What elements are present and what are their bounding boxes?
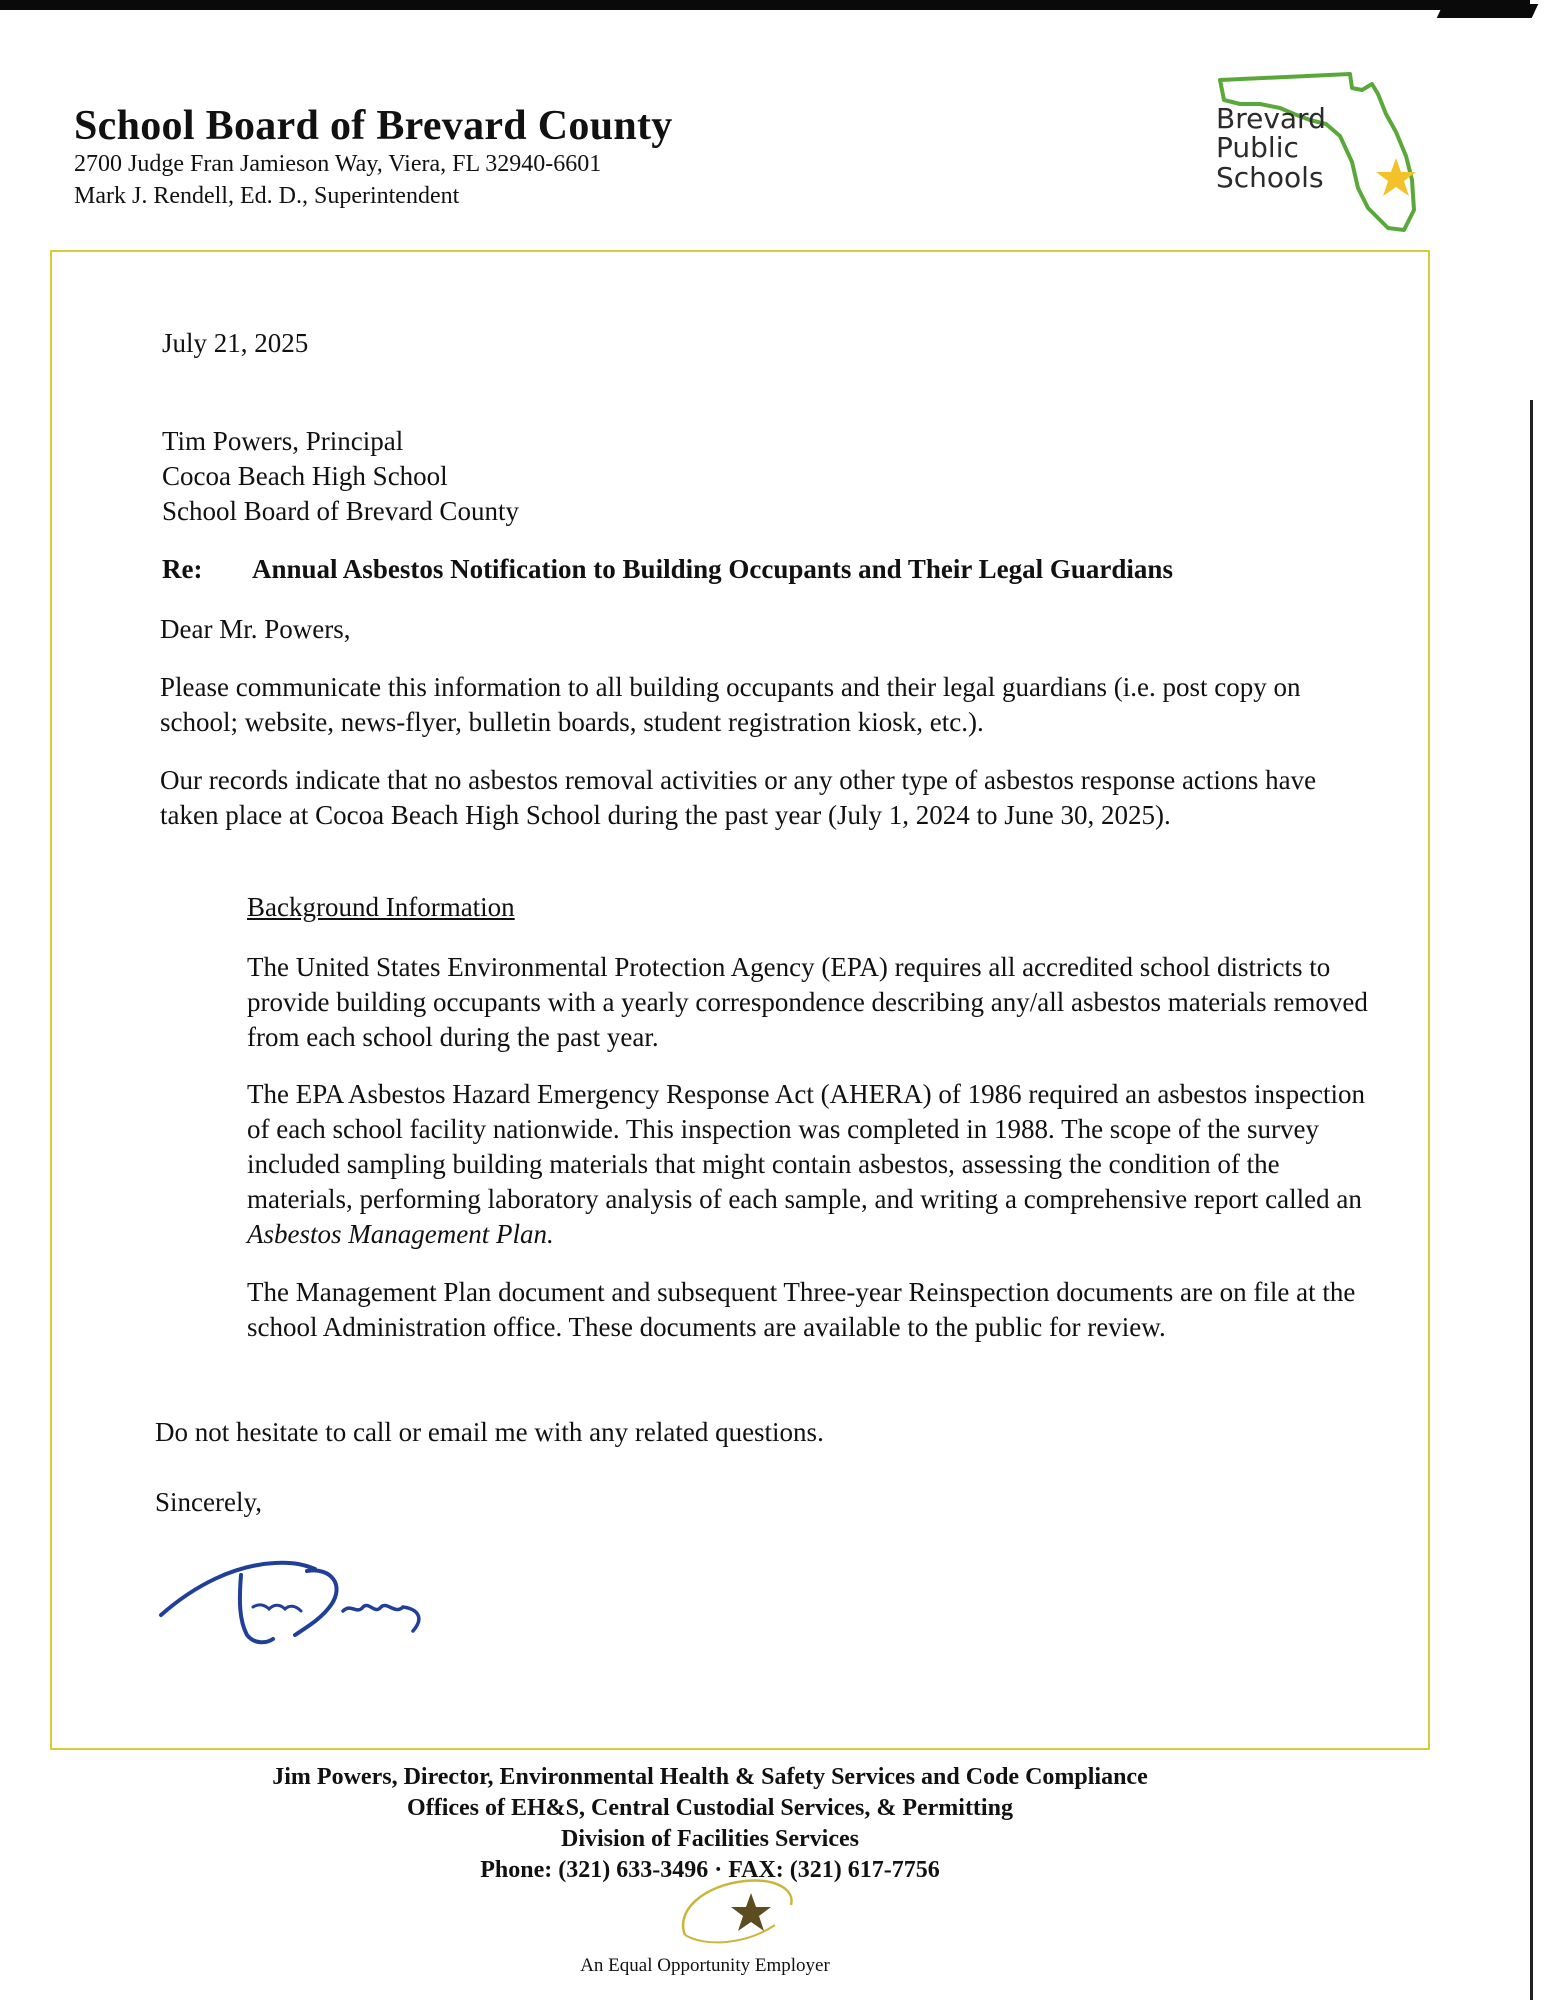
handwritten-signature	[155, 1545, 455, 1655]
closing: Sincerely,	[155, 1487, 262, 1517]
organization-name: School Board of Brevard County	[74, 103, 673, 149]
background-paragraph-3: The Management Plan document and subsequent Three-year Reinspection documents are on file at the school Administration office. These documents are available to the public for review.	[247, 1277, 1356, 1342]
recipient-name: Tim Powers, Principal	[162, 426, 404, 456]
recipient-organization: School Board of Brevard County	[162, 496, 519, 526]
logo-line-2: Public	[1216, 131, 1299, 165]
letter-date: July 21, 2025	[162, 328, 309, 358]
subject-label: Re:	[162, 554, 203, 584]
background-paragraph-2-text: The EPA Asbestos Hazard Emergency Response Act (AHERA) of 1986 required an asbestos inspection of each school facility nationwide. This inspection was completed in 1988. The scope of the survey included sampling building materials that might contain asbestos, assessing the condition of the materials, performing laboratory analysis of each sample, and writing a comprehensive report called an	[247, 1079, 1366, 1214]
closing-question: Do not hesitate to call or email me with any related questions.	[155, 1417, 824, 1447]
top-rule-tail	[1437, 4, 1539, 18]
superintendent-name: Mark J. Rendell, Ed. D., Superintendent	[74, 183, 460, 210]
footer-offices: Offices of EH&S, Central Custodial Services, & Permitting	[407, 1795, 1013, 1821]
logo-wordmark	[1216, 104, 1326, 192]
footer-division: Division of Facilities Services	[561, 1826, 859, 1852]
footer-director: Jim Powers, Director, Environmental Health & Safety Services and Code Compliance	[272, 1764, 1148, 1790]
background-heading: Background Information	[247, 892, 515, 922]
recipient-school: Cocoa Beach High School	[162, 461, 448, 491]
salutation: Dear Mr. Powers,	[160, 614, 351, 644]
organization-address: 2700 Judge Fran Jamieson Way, Viera, FL 32940-6601	[74, 151, 602, 178]
background-paragraph-2	[247, 1077, 1377, 1252]
management-plan-title: Asbestos Management Plan.	[247, 1219, 554, 1249]
subject-text: Annual Asbestos Notification to Building Occupants and Their Legal Guardians	[252, 554, 1173, 584]
footer-contact: Phone: (321) 633-3496 · FAX: (321) 617-7756	[480, 1857, 940, 1883]
letterhead	[74, 104, 1074, 213]
top-rule	[0, 0, 1530, 10]
logo-line-1: Brevard	[1216, 102, 1326, 135]
brevard-public-schools-logo	[1200, 70, 1430, 240]
subject-line	[162, 552, 1362, 587]
logo-line-3: Schools	[1216, 160, 1324, 194]
scan-edge-line	[1530, 400, 1533, 2000]
swoosh-star-icon	[665, 1865, 815, 1955]
recipient-block	[162, 424, 519, 529]
equal-opportunity-statement: An Equal Opportunity Employer	[580, 1955, 830, 1976]
paragraph-2: Our records indicate that no asbestos removal activities or any other type of asbestos response actions have taken place at Cocoa Beach High School during the past year (July 1, 2024 to June 30, 2025).	[160, 765, 1317, 830]
background-paragraph-1: The United States Environmental Protection Agency (EPA) requires all accredited school districts to provide building occupants with a yearly correspondence describing any/all asbestos materials removed from each school during the past year.	[247, 952, 1368, 1052]
paragraph-1: Please communicate this information to all building occupants and their legal guardians (i.e. post copy on school; website, news-flyer, bulletin boards, student registration kiosk, etc.).	[160, 672, 1301, 737]
